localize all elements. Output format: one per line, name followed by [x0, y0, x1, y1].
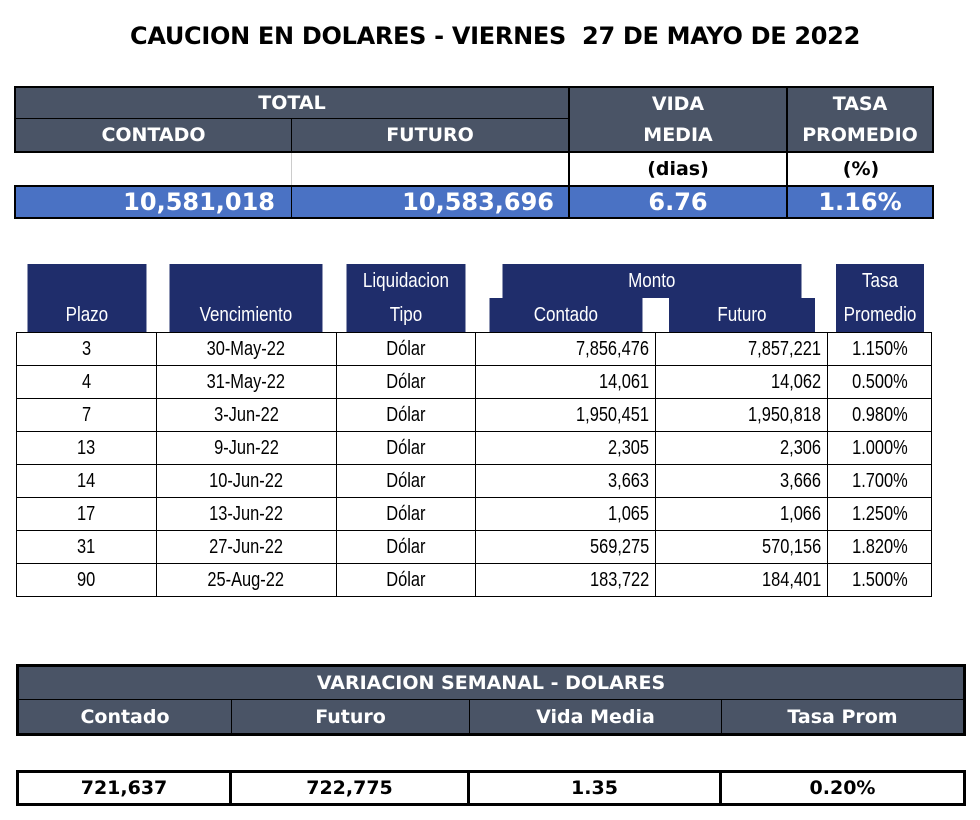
table-row: [17, 333, 932, 366]
header-tasa: Tasa: [835, 264, 923, 298]
table-row: [17, 498, 932, 531]
weekly-spacer: [16, 736, 966, 770]
cell-plazo: 3: [17, 333, 157, 366]
cell-tasa: 0.500%: [828, 366, 932, 399]
cell-tipo: Dólar: [336, 564, 476, 597]
detail-header-row-top: [17, 264, 932, 298]
cell-contado: 14,061: [476, 366, 656, 399]
contado-unit-blank: [14, 153, 292, 185]
contado-value: 10,581,018: [14, 185, 292, 219]
cell-tipo: Dólar: [336, 432, 476, 465]
weekly-value-tasa-prom: 0.20%: [722, 770, 966, 806]
contado-header: CONTADO: [14, 119, 292, 153]
cell-tasa: 0.980%: [828, 399, 932, 432]
table-row: [17, 432, 932, 465]
cell-futuro: 570,156: [656, 531, 828, 564]
header-monto: Monto: [502, 264, 801, 298]
weekly-header-contado: Contado: [16, 700, 232, 736]
cell-plazo: 90: [17, 564, 157, 597]
cell-tasa: 1.820%: [828, 531, 932, 564]
table-row: [17, 465, 932, 498]
cell-vencimiento: 27-Jun-22: [156, 531, 336, 564]
header-futuro: Futuro: [669, 298, 815, 333]
weekly-title: VARIACION SEMANAL - DOLARES: [16, 664, 966, 700]
cell-vencimiento: 10-Jun-22: [156, 465, 336, 498]
summary-table: [14, 86, 934, 219]
header-top-blank-1: [27, 264, 146, 298]
cell-tasa: 1.250%: [828, 498, 932, 531]
cell-vencimiento: 31-May-22: [156, 366, 336, 399]
detail-table: [16, 264, 932, 597]
cell-contado: 569,275: [476, 531, 656, 564]
total-header: TOTAL: [14, 86, 570, 119]
cell-contado: 3,663: [476, 465, 656, 498]
cell-plazo: 31: [17, 531, 157, 564]
vida-value: 6.76: [570, 185, 788, 219]
cell-tasa: 1.150%: [828, 333, 932, 366]
cell-contado: 7,856,476: [476, 333, 656, 366]
cell-tipo: Dólar: [336, 366, 476, 399]
header-contado: Contado: [489, 298, 642, 333]
page-title: CAUCION EN DOLARES - VIERNES 27 DE MAYO DE 2022: [130, 22, 860, 50]
futuro-value: 10,583,696: [292, 185, 570, 219]
cell-contado: 2,305: [476, 432, 656, 465]
cell-tipo: Dólar: [336, 399, 476, 432]
cell-futuro: 2,306: [656, 432, 828, 465]
cell-vencimiento: 3-Jun-22: [156, 399, 336, 432]
cell-contado: 1,950,451: [476, 399, 656, 432]
futuro-unit-blank: [292, 153, 570, 185]
cell-tipo: Dólar: [336, 531, 476, 564]
tasa-header-line2: PROMEDIO: [788, 119, 934, 153]
cell-plazo: 13: [17, 432, 157, 465]
weekly-value-futuro: 722,775: [232, 770, 470, 806]
weekly-header-futuro: Futuro: [232, 700, 470, 736]
header-top-blank-2: [170, 264, 323, 298]
tasa-header-line1: TASA: [788, 86, 934, 119]
detail-header-row-bottom: [17, 298, 932, 333]
table-row: [17, 366, 932, 399]
header-promedio: Promedio: [835, 298, 923, 333]
cell-futuro: 7,857,221: [656, 333, 828, 366]
cell-plazo: 4: [17, 366, 157, 399]
cell-futuro: 14,062: [656, 366, 828, 399]
weekly-variation-table: [16, 664, 966, 806]
futuro-header: FUTURO: [292, 119, 570, 153]
table-row: [17, 564, 932, 597]
vida-unit: (dias): [570, 153, 788, 185]
header-tipo: Tipo: [347, 298, 466, 333]
cell-tasa: 1.500%: [828, 564, 932, 597]
cell-plazo: 7: [17, 399, 157, 432]
cell-tasa: 1.700%: [828, 465, 932, 498]
cell-plazo: 14: [17, 465, 157, 498]
cell-futuro: 1,066: [656, 498, 828, 531]
header-liquidacion: Liquidacion: [347, 264, 466, 298]
cell-plazo: 17: [17, 498, 157, 531]
weekly-value-contado: 721,637: [16, 770, 232, 806]
table-row: [17, 531, 932, 564]
table-row: [17, 399, 932, 432]
vida-header-line1: VIDA: [570, 86, 788, 119]
cell-tipo: Dólar: [336, 333, 476, 366]
weekly-value-vida-media: 1.35: [470, 770, 722, 806]
cell-futuro: 1,950,818: [656, 399, 828, 432]
cell-tasa: 1.000%: [828, 432, 932, 465]
cell-futuro: 184,401: [656, 564, 828, 597]
cell-vencimiento: 13-Jun-22: [156, 498, 336, 531]
vida-header-line2: MEDIA: [570, 119, 788, 153]
weekly-header-tasa-prom: Tasa Prom: [722, 700, 966, 736]
cell-tipo: Dólar: [336, 498, 476, 531]
header-vencimiento: Vencimiento: [170, 298, 323, 333]
cell-tipo: Dólar: [336, 465, 476, 498]
header-plazo: Plazo: [27, 298, 146, 333]
weekly-header-vida-media: Vida Media: [470, 700, 722, 736]
tasa-value: 1.16%: [788, 185, 934, 219]
tasa-unit: (%): [788, 153, 934, 185]
cell-vencimiento: 9-Jun-22: [156, 432, 336, 465]
cell-futuro: 3,666: [656, 465, 828, 498]
cell-vencimiento: 30-May-22: [156, 333, 336, 366]
cell-vencimiento: 25-Aug-22: [156, 564, 336, 597]
cell-contado: 183,722: [476, 564, 656, 597]
cell-contado: 1,065: [476, 498, 656, 531]
